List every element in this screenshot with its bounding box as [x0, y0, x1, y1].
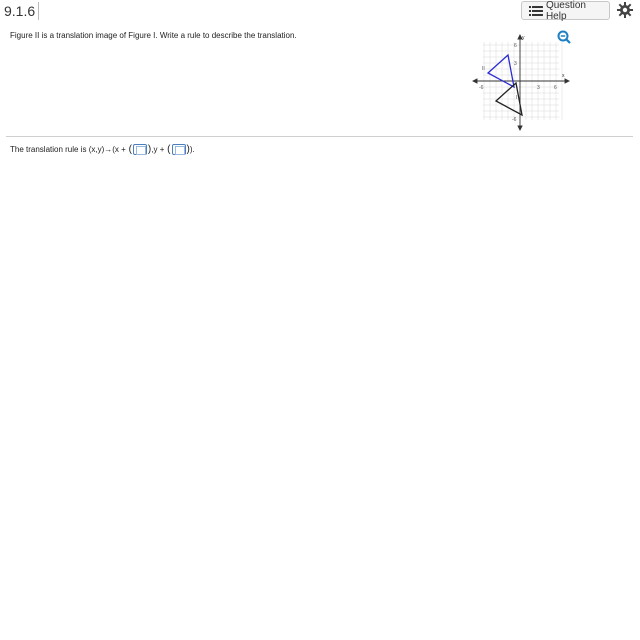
- gear-icon[interactable]: [617, 2, 633, 18]
- figure-i-label: I: [516, 95, 518, 101]
- rule-prefix: The translation rule is (x,y)→(x +: [10, 145, 126, 154]
- open-paren: (: [164, 144, 171, 155]
- question-help-label: Question Help: [545, 0, 586, 22]
- list-icon: [529, 6, 543, 16]
- y-axis-label: y: [522, 35, 525, 41]
- rule-middle: ,y +: [151, 145, 165, 154]
- figure-ii-triangle: [488, 55, 514, 87]
- y-tick-label: -6: [512, 117, 517, 123]
- coordinate-graph: [471, 33, 571, 131]
- translation-rule-line: [10, 144, 195, 155]
- question-number: 9.1.6: [4, 2, 39, 20]
- x-axis-label: x: [562, 73, 565, 79]
- section-divider: [6, 136, 633, 137]
- graph-axes: [473, 35, 569, 130]
- rule-suffix: ).: [189, 145, 195, 154]
- y-tick-label: 3: [514, 61, 517, 67]
- x-shift-answer-box[interactable]: [133, 144, 147, 155]
- close-paren: ): [147, 144, 152, 155]
- y-tick-label: 6: [514, 43, 517, 49]
- open-paren: (: [125, 144, 132, 155]
- problem-prompt: Figure II is a translation image of Figure I. Write a rule to describe the translation.: [10, 31, 297, 40]
- top-bar: [0, 0, 640, 22]
- close-paren: ): [186, 144, 190, 155]
- figure-ii-label: II: [482, 66, 485, 72]
- x-tick-label: -6: [479, 85, 484, 91]
- x-tick-label: 6: [554, 85, 557, 91]
- x-tick-label: 3: [537, 85, 540, 91]
- question-help-button[interactable]: [521, 1, 610, 20]
- y-shift-answer-box[interactable]: [172, 144, 186, 155]
